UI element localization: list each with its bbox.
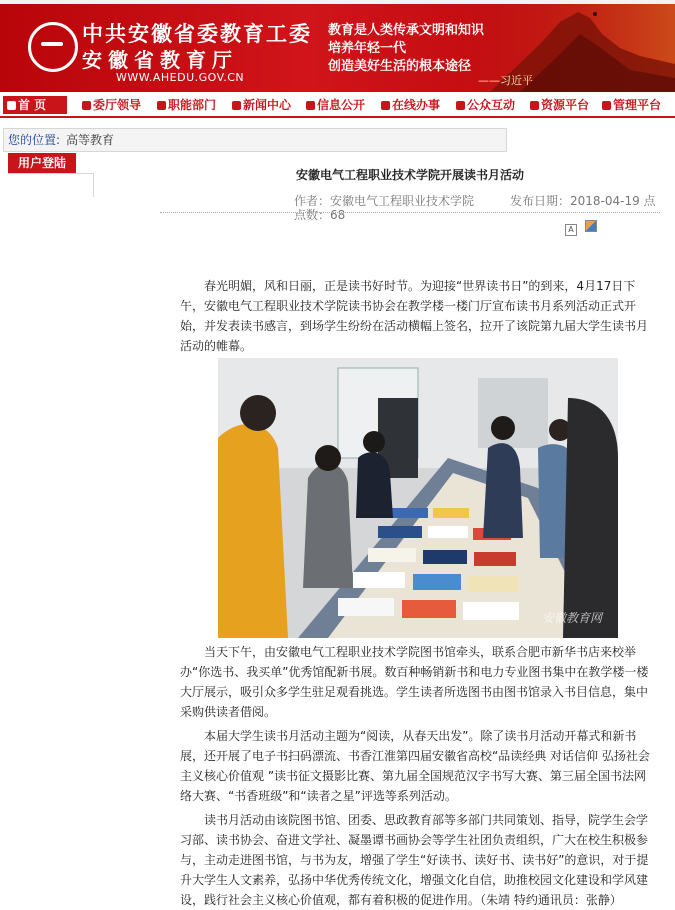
resource-icon bbox=[530, 101, 539, 110]
book-fair-photo bbox=[218, 358, 618, 638]
nav-news[interactable] bbox=[232, 96, 291, 114]
nav-home[interactable] bbox=[3, 96, 67, 114]
breadcrumb bbox=[3, 128, 507, 152]
article-views: 点数：68 bbox=[294, 208, 346, 222]
nav-label: 在线办事 bbox=[392, 98, 441, 112]
nav-label: 信息公开 bbox=[317, 98, 366, 112]
article-paragraph: 本届大学生读书月活动主题为“阅读，从春天出发”。除了读书月活动开幕式和新书展，还开展了电子书扫码漂流、书香江淮第四届安徽省高校“品读经典 对话信仰 弘扬社会主义核心价值观 ”读书征文摄影比赛、第九届全国规范汉字书写大赛、第三届全国书法网络大赛、“书香班级”和“读者之星”评选等系列活动。 bbox=[180, 729, 650, 803]
person-icon bbox=[82, 101, 91, 110]
article-title: 安徽电气工程职业技术学院开展读书月活动 bbox=[295, 168, 524, 182]
nav-label: 资源平台 bbox=[541, 98, 590, 112]
site-url: WWW.AHEDU.GOV.CN bbox=[116, 71, 245, 84]
grid-icon bbox=[157, 101, 166, 110]
user-login-tab[interactable]: 用户登陆 bbox=[8, 153, 76, 173]
breadcrumb-link[interactable]: 高等教育 bbox=[66, 133, 115, 147]
login-divider-vertical bbox=[93, 173, 94, 197]
nav-label: 职能部门 bbox=[168, 98, 217, 112]
title-separator bbox=[160, 212, 660, 214]
nav-online-service[interactable] bbox=[381, 96, 440, 114]
slogan-line-2: 培养年轻一代 bbox=[328, 41, 407, 56]
article-photo bbox=[218, 358, 618, 638]
nav-resources[interactable] bbox=[530, 96, 589, 114]
mountain-illustration bbox=[430, 4, 675, 92]
rss-icon bbox=[232, 101, 241, 110]
org-name-line1: 中共安徽省委教育工委 bbox=[82, 22, 312, 46]
article-tools bbox=[565, 220, 605, 236]
nav-info-public[interactable] bbox=[306, 96, 365, 114]
article-date: 发布日期：2018-04-19 点 bbox=[510, 194, 656, 208]
nav-label: 新闻中心 bbox=[243, 98, 292, 112]
info-icon bbox=[306, 101, 315, 110]
nav-label: 委厅领导 bbox=[93, 98, 142, 112]
arrow-icon bbox=[381, 101, 390, 110]
nav-public-interaction[interactable] bbox=[456, 96, 515, 114]
article-author: 作者：安徽电气工程职业技术学院 bbox=[294, 194, 475, 208]
nav-label: 管理平台 bbox=[613, 98, 662, 112]
nav-leaders[interactable] bbox=[82, 96, 141, 114]
main-nav bbox=[0, 94, 675, 118]
article-paragraph: 春光明媚，风和日丽，正是读书好时节。为迎接“世界读书日”的到来，4月17日下午，安徽电气工程职业技术学院读书协会在教学楼一楼门厅宣布读书月系列活动正式开始，并发表读书感言，到场学生纷纷在活动横幅上签名，拉开了该院第九届大学生读书月活动的帷幕。 bbox=[180, 279, 649, 353]
nav-management[interactable] bbox=[602, 96, 661, 114]
site-banner bbox=[0, 4, 675, 92]
slogan-line-3: 创造美好生活的根本途径 bbox=[328, 59, 472, 74]
home-icon bbox=[7, 101, 16, 110]
nav-departments[interactable] bbox=[157, 96, 216, 114]
color-scheme-icon[interactable] bbox=[585, 220, 597, 232]
slogan-line-1: 教育是人类传承文明和知识 bbox=[328, 23, 485, 38]
edu-logo-icon[interactable] bbox=[28, 22, 78, 72]
slogan-signature: ——习近平 bbox=[478, 74, 533, 87]
org-name-line2: 安徽省教育厅 bbox=[82, 48, 238, 72]
nav-label: 首 页 bbox=[18, 98, 47, 112]
photo-watermark: 安徽教育网 bbox=[541, 611, 602, 625]
font-size-icon[interactable]: A bbox=[565, 224, 577, 236]
article-paragraph: 当天下午，由安徽电气工程职业技术学院图书馆牵头，联系合肥市新华书店来校举办“你选书、我买单”优秀馆配新书展。数百种畅销新书和电力专业图书集中在教学楼一楼大厅展示，吸引众多学生驻足观看挑选。学生读者所选图书由图书馆录入书目信息，集中采购供读者借阅。 bbox=[180, 645, 649, 719]
people-icon bbox=[456, 101, 465, 110]
article-paragraph: 读书月活动由该院图书馆、团委、思政教育部等多部门共同策划、指导，院学生会学习部、读书协会、奋进文学社、凝墨谭书画协会等学生社团负责组织，广大在校生积极参与，主动走进图书馆，与书为友，增强了学生“好读书、读好书、读书好”的意识，对于提升大学生人文素养，弘扬中华优秀传统文化，增强文化自信，助推校园文化建设和学风建设，践行社会主义核心价值观，都有着积极的促进作用。（朱靖 特约通讯员：张静） bbox=[180, 813, 649, 907]
manage-icon bbox=[602, 101, 611, 110]
login-divider bbox=[8, 173, 94, 174]
breadcrumb-label: 您的位置: bbox=[8, 133, 61, 147]
nav-label: 公众互动 bbox=[467, 98, 516, 112]
